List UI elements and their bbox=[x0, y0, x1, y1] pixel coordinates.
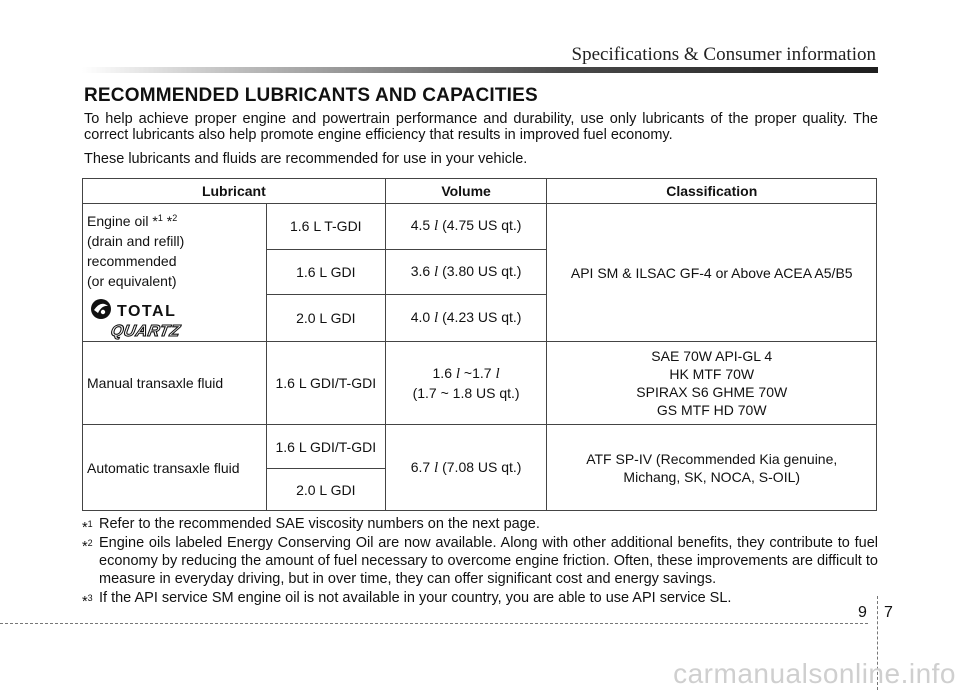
engine-oil-label: Engine oil *$^1$ *$^2$ bbox=[87, 213, 178, 229]
engine-type: 1.6 L T-GDI bbox=[266, 204, 385, 250]
engine-type: 1.6 L GDI bbox=[266, 249, 385, 295]
header-rule bbox=[82, 67, 878, 73]
engine-oil-line: recommended bbox=[87, 253, 177, 269]
watermark: carmanualsonline.info bbox=[673, 658, 956, 689]
volume-value: 6.7 l (7.08 US qt.) bbox=[385, 425, 547, 511]
engine-type: 1.6 L GDI/T-GDI bbox=[266, 425, 385, 469]
running-header-title: Specifications & Consumer information bbox=[571, 44, 876, 65]
manual-transaxle-label: Manual transaxle fluid bbox=[83, 342, 267, 425]
engine-type: 2.0 L GDI bbox=[266, 295, 385, 342]
svg-text:QUARTZ: QUARTZ bbox=[109, 322, 182, 340]
automatic-transaxle-label: Automatic transaxle fluid bbox=[83, 425, 267, 511]
engine-oil-line: (or equivalent) bbox=[87, 273, 177, 289]
engine-type: 1.6 L GDI/T-GDI bbox=[266, 342, 385, 425]
intro-paragraph: These lubricants and fluids are recommended for use in your vehicle. bbox=[84, 151, 528, 167]
volume-value: 3.6 l (3.80 US qt.) bbox=[385, 249, 547, 295]
footnote: *$^3$ If the API service SM engine oil is not available in your country, you are able to use API service SL. bbox=[82, 590, 732, 610]
chapter-number: 9 bbox=[858, 604, 867, 621]
volume-value: 4.5 l (4.75 US qt.) bbox=[385, 204, 547, 250]
automatic-classification: ATF SP-IV (Recommended Kia genuine, Michang, SK, NOCA, S-OIL) bbox=[547, 425, 877, 511]
footnote: *$^1$ Refer to the recommended SAE viscosity numbers on the next page. bbox=[82, 516, 540, 536]
table-row bbox=[83, 425, 877, 469]
intro-text bbox=[84, 111, 878, 175]
engine-type: 2.0 L GDI bbox=[266, 469, 385, 511]
header-volume: Volume bbox=[385, 179, 547, 204]
section-title: RECOMMENDED LUBRICANTS AND CAPACITIES bbox=[84, 85, 538, 106]
table-header-row bbox=[83, 179, 877, 204]
footnotes bbox=[82, 515, 878, 608]
page-number: 7 bbox=[884, 604, 893, 621]
engine-oil-line: (drain and refill) bbox=[87, 233, 185, 249]
footnote-marks: *$^1$ *$^2$ bbox=[152, 213, 178, 229]
total-quartz-logo bbox=[89, 297, 201, 341]
manual-classification: SAE 70W API-GL 4 HK MTF 70W SPIRAX S6 GHME 70W GS MTF HD 70W bbox=[547, 342, 877, 425]
engine-oil-cell bbox=[83, 204, 267, 342]
intro-paragraph: To help achieve proper engine and powertrain performance and durability, use only lubricants of the proper quality. The correct lubricants also help promote engine efficiency that results in improved fuel economy. bbox=[84, 111, 878, 143]
engine-oil-classification: API SM & ILSAC GF-4 or Above ACEA A5/B5 bbox=[547, 204, 877, 342]
lubricants-table bbox=[82, 178, 877, 511]
svg-text:TOTAL: TOTAL bbox=[117, 303, 177, 320]
footnote: *$^2$ Engine oils labeled Energy Conserving Oil are now available. Along with other additional benefits, they contribute to fuel economy by reducing the amount of fuel necessary to overcome engine friction. Often, these improvements are difficult to measure in everyday driving, but in over time, they can offer significant cost and energy savings. bbox=[82, 535, 878, 587]
table-row bbox=[83, 204, 877, 250]
page-footer-rule bbox=[0, 623, 868, 624]
volume-value: 1.6 l ~1.7 l (1.7 ~ 1.8 US qt.) bbox=[385, 342, 547, 425]
header-lubricant: Lubricant bbox=[83, 179, 386, 204]
header-classification: Classification bbox=[547, 179, 877, 204]
volume-value: 4.0 l (4.23 US qt.) bbox=[385, 295, 547, 342]
table-row bbox=[83, 342, 877, 425]
